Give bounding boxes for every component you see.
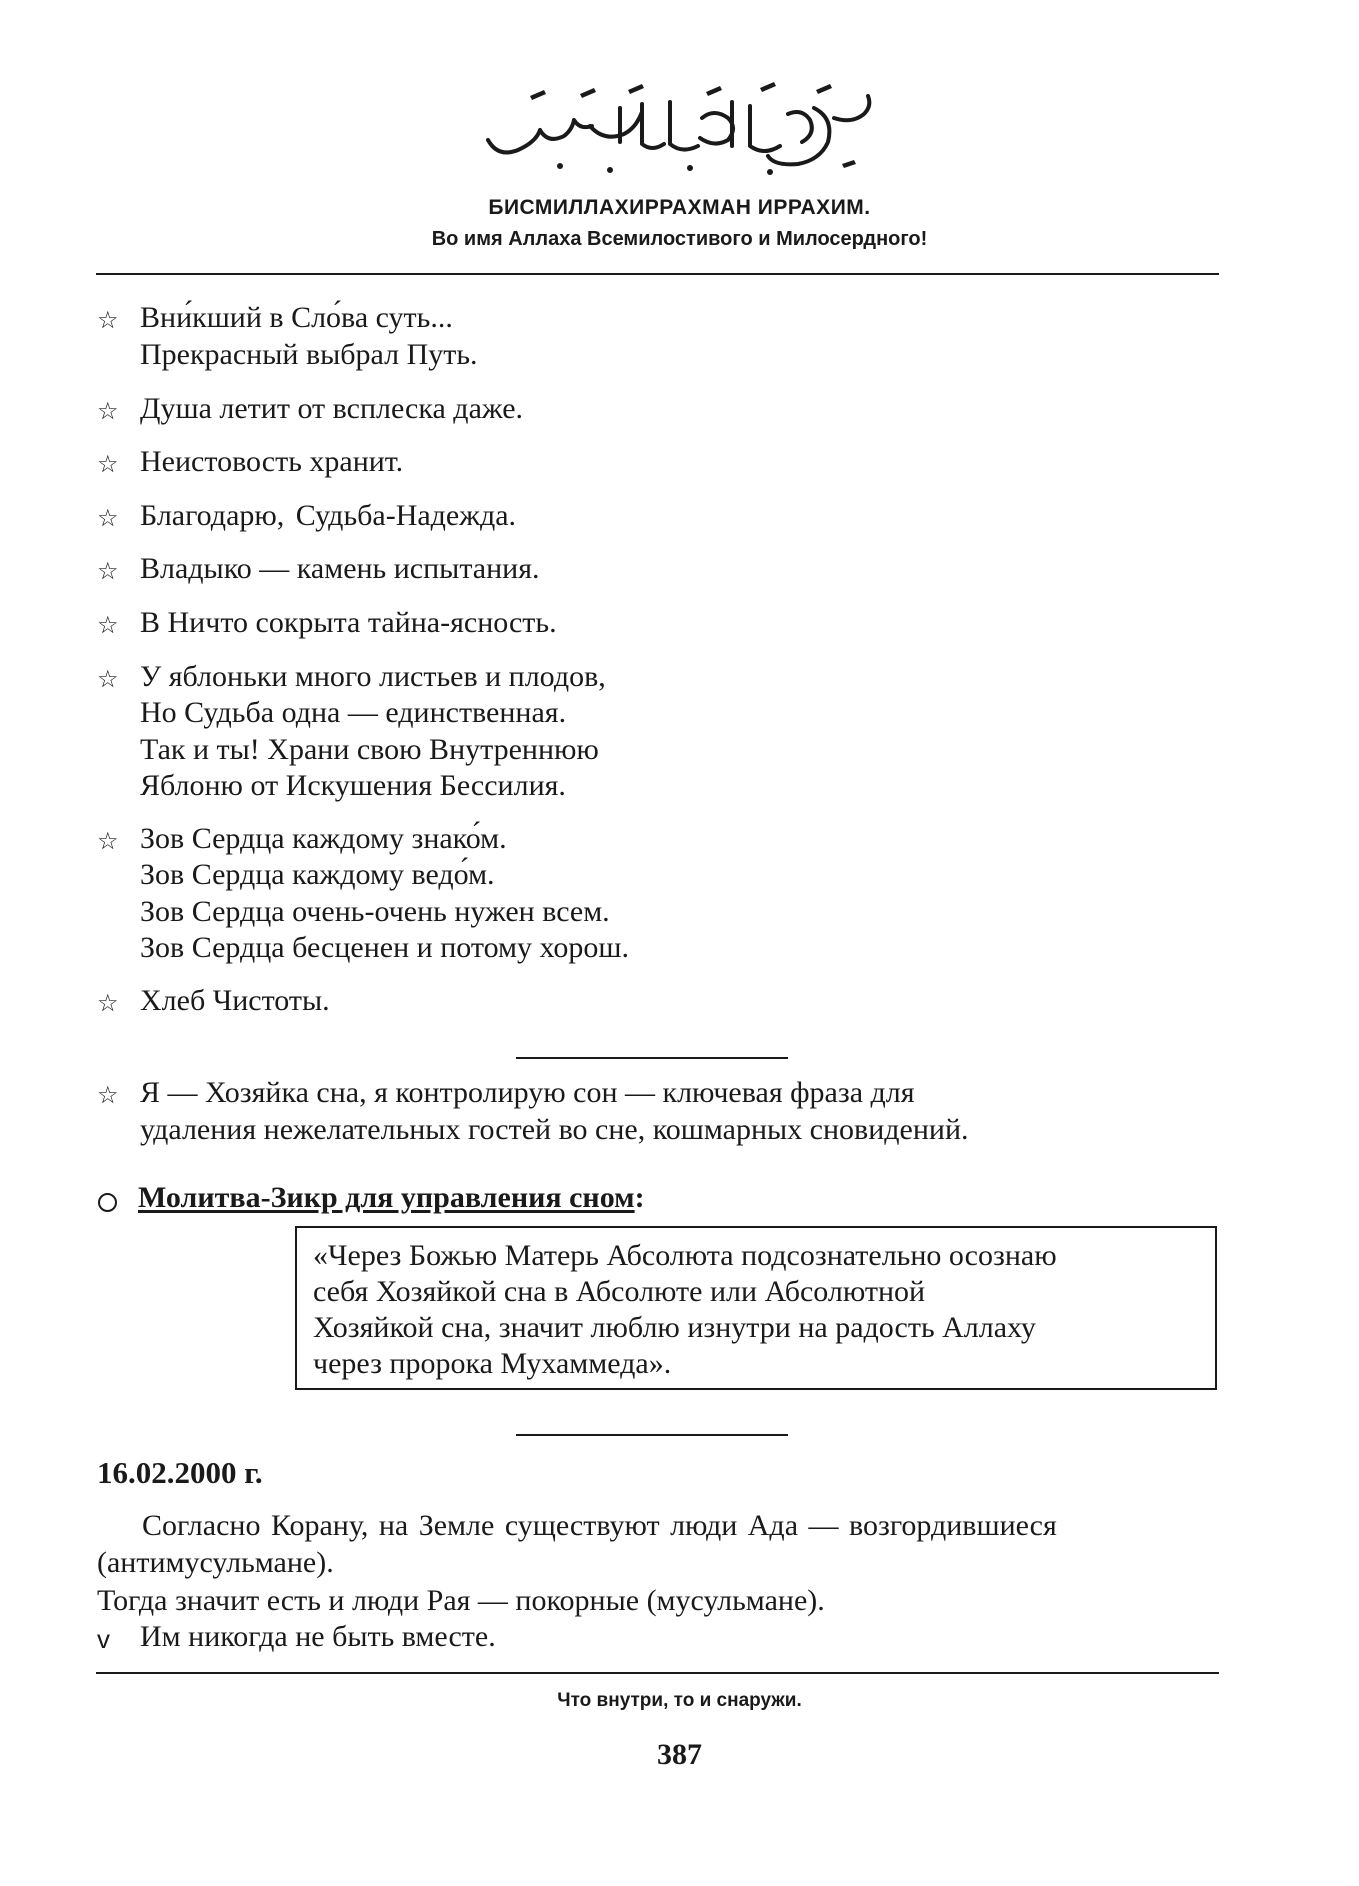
saying-line: Так и ты! Храни свою Внутреннюю <box>140 733 599 766</box>
star-outline-icon: ☆ <box>97 450 119 478</box>
entry-conclusion: Им никогда не быть вместе. <box>140 1620 496 1653</box>
entry-date: 16.02.2000 г. <box>97 1455 263 1490</box>
star-outline-icon: ☆ <box>97 504 119 532</box>
star-outline-icon: ☆ <box>97 557 119 585</box>
saying-line: Владыко — камень испытания. <box>140 552 540 585</box>
saying-line: Хлеб Чистоты. <box>140 984 330 1017</box>
saying-line: У яблоньки много листьев и плодов, <box>140 660 606 693</box>
saying-line: Неистовость хранит. <box>140 445 404 478</box>
prayer-box <box>295 1226 1217 1390</box>
section-divider <box>516 1057 788 1059</box>
basmala-translation: Во имя Аллаха Всемилостивого и Милосердного! <box>431 228 928 250</box>
header-divider <box>96 273 1219 275</box>
saying-line: Зов Сердца бесценен и потому хорош. <box>140 931 629 964</box>
star-outline-icon: ☆ <box>97 306 119 334</box>
star-outline-icon: ☆ <box>97 1081 119 1109</box>
page-number: 387 <box>657 1738 702 1771</box>
saying-line: Зов Сердца каждому знако́м. <box>140 822 507 855</box>
star-outline-icon: ☆ <box>97 665 119 693</box>
saying-line: Яблоню от Искушения Бессилия. <box>140 769 566 802</box>
sleep-note-line: Я — Хозяйка сна, я контролирую сон — ключевая фраза для <box>140 1076 915 1109</box>
entry-paragraph-line: Согласно Корану, на Земле существуют люди Ада — возгордившиеся <box>142 1509 1057 1542</box>
prayer-line: Хозяйкой сна, значит люблю изнутри на радость Аллаху <box>313 1311 1036 1344</box>
prayer-line: себя Хозяйкой сна в Абсолюте или Абсолютной <box>313 1275 926 1308</box>
saying-line: Прекрасный выбрал Путь. <box>140 338 478 371</box>
entry-paragraph-line: (антимусульмане). <box>97 1546 334 1579</box>
footer-motto: Что внутри, то и снаружи. <box>557 1690 802 1711</box>
saying-line: Душа летит от всплеска даже. <box>140 392 524 425</box>
footer-divider <box>96 1672 1219 1674</box>
star-outline-icon: ☆ <box>97 827 119 855</box>
saying-line: Благодарю, Судьба-Надежда. <box>140 499 517 532</box>
section-divider <box>516 1434 788 1436</box>
prayer-title <box>138 1180 645 1216</box>
basmala-transliteration: БИСМИЛЛАХИРРАХМАН ИРРАХИМ. <box>488 196 871 219</box>
sleep-note-line: удаления нежелательных гостей во сне, кошмарных сновидений. <box>140 1113 969 1146</box>
star-outline-icon: ☆ <box>97 611 119 639</box>
basmala-calligraphy-icon <box>470 78 890 188</box>
saying-line: Но Судьба одна — единственная. <box>140 696 567 729</box>
saying-line: В Ничто сокрыта тайна-ясность. <box>140 606 557 639</box>
circle-icon <box>98 1193 117 1212</box>
saying-line: Вни́кший в Сло́ва суть... <box>140 301 453 334</box>
saying-line: Зов Сердца каждому ведо́м. <box>140 858 495 891</box>
star-outline-icon: ☆ <box>97 397 119 425</box>
check-v-icon: v <box>97 1624 110 1654</box>
star-outline-icon: ☆ <box>97 989 119 1017</box>
prayer-title-colon: : <box>634 1181 645 1214</box>
prayer-line: через пророка Мухаммеда». <box>313 1347 672 1380</box>
prayer-title-text: Молитва-Зикр для управления сном <box>138 1181 635 1214</box>
prayer-line: «Через Божью Матерь Абсолюта подсознательно осознаю <box>313 1239 1057 1272</box>
entry-line: Тогда значит есть и люди Рая — покорные (мусульмане). <box>97 1584 825 1617</box>
saying-line: Зов Сердца очень-очень нужен всем. <box>140 895 610 928</box>
